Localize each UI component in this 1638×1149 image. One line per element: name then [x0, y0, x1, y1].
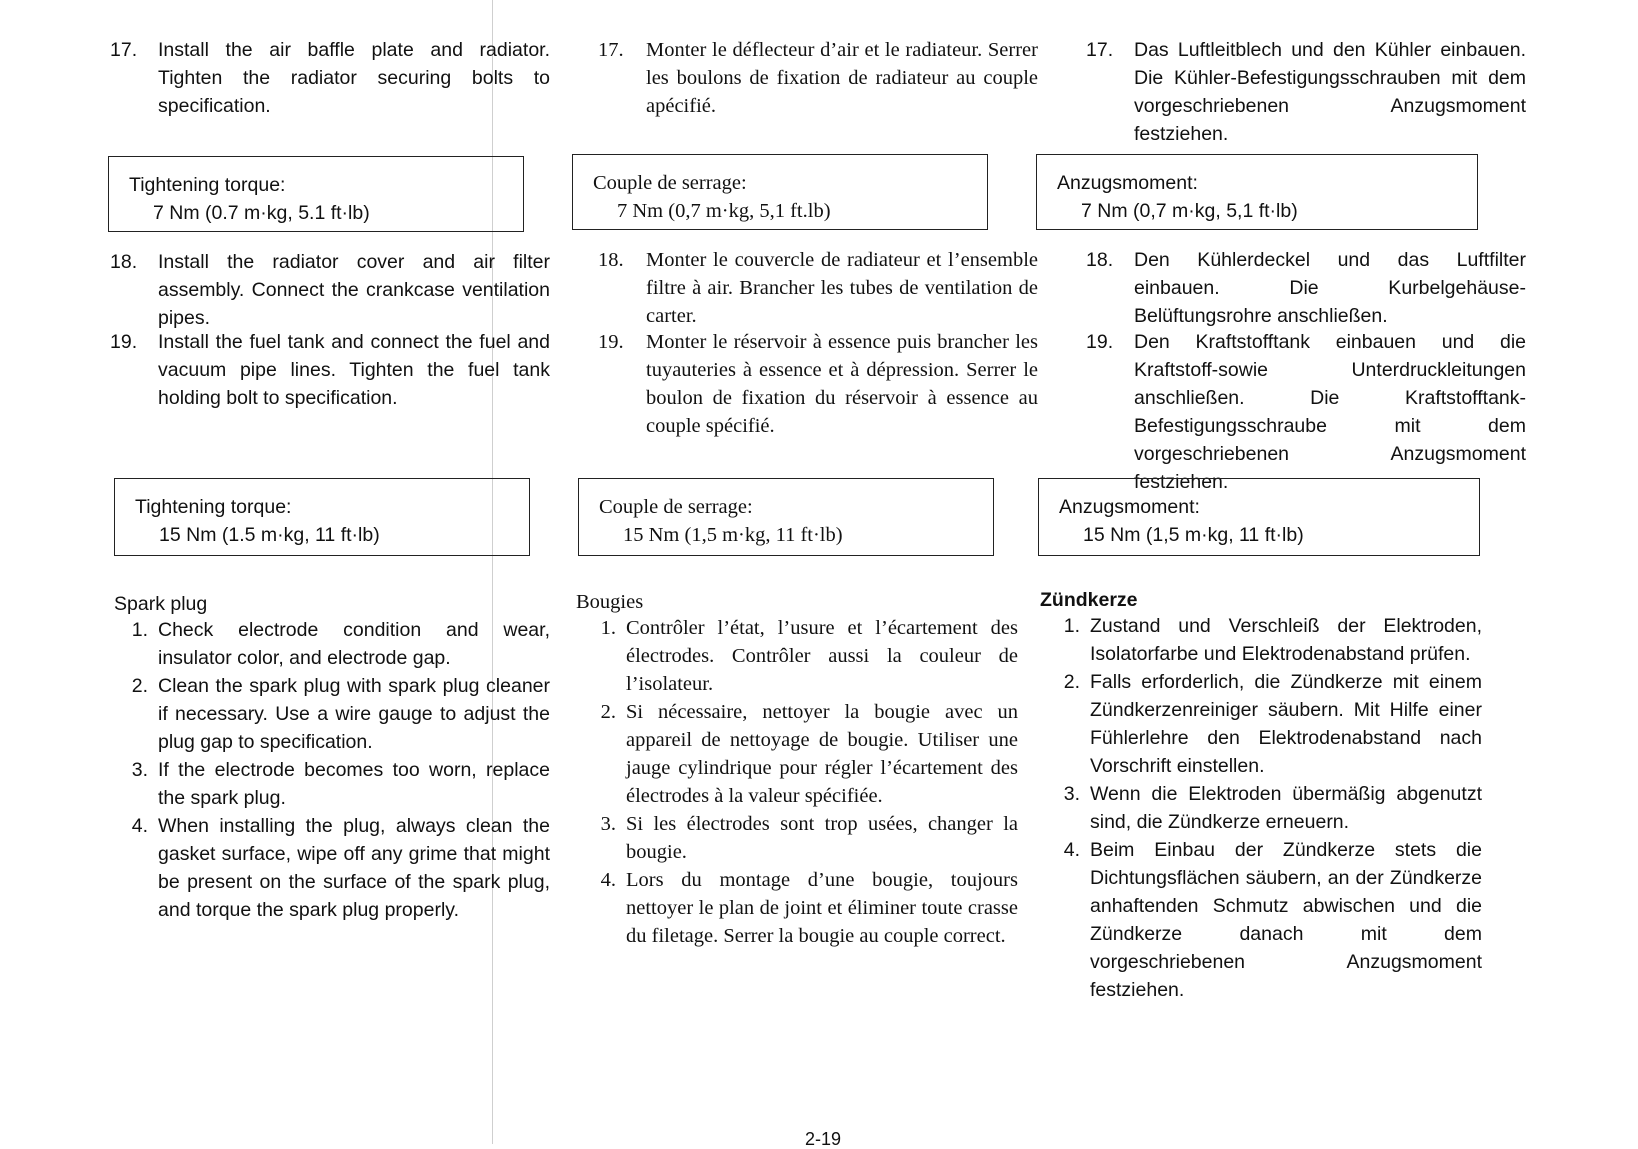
list-item [1042, 836, 1482, 1004]
torque-box [114, 478, 530, 556]
list-item [578, 866, 1018, 950]
step-text: Das Luftleitblech und den Kühler einbauen. Die Kühler-Befestigungsschrauben mit dem vorgeschriebenen Anzugsmoment festziehen. [1134, 39, 1526, 145]
item-text: Falls erforderlich, die Zündkerze mit einem Zündkerzenreiniger säubern. Mit Hilfe einer Fühlerlehre den Elektrodenabstand nach Vorschrift einstellen. [1090, 671, 1482, 777]
spark-plug-list [578, 614, 1018, 950]
item-text: Wenn die Elektroden übermäßig abgenutzt sind, die Zündkerze erneuern. [1090, 783, 1482, 833]
step-number: 18. [1086, 249, 1114, 271]
item-text: If the electrode becomes too worn, replace the spark plug. [158, 759, 550, 809]
list-item [110, 812, 550, 924]
item-number: 2. [600, 701, 616, 723]
item-text: Beim Einbau der Zündkerze stets die Dichtungsflächen säubern, an der Zündkerze anhaftenden Schmutz abwischen und die Zündkerze danach mit dem vorgeschriebenen Anzugsmoment festziehen. [1090, 839, 1482, 1001]
step-18 [110, 248, 550, 332]
torque-label: Couple de serrage: [593, 172, 747, 194]
torque-label: Couple de serrage: [599, 496, 753, 518]
section-heading: Spark plug [114, 593, 208, 615]
item-number: 4. [1063, 839, 1080, 861]
torque-value: 15 Nm (1,5 m·kg, 11 ft·lb) [1083, 524, 1304, 546]
list-item [578, 698, 1018, 810]
list-item [578, 810, 1018, 866]
step-text: Monter le couvercle de radiateur et l’ensemble filtre à air. Brancher les tubes de ventilation de carter. [646, 249, 1038, 327]
item-number: 4. [600, 869, 616, 891]
step-number: 19. [110, 331, 138, 353]
item-number: 4. [131, 815, 148, 837]
step-18 [598, 246, 1038, 330]
step-text: Monter le déflecteur d’air et le radiateur. Serrer les boulons de fixation de radiateur au couple apécifié. [646, 39, 1038, 117]
list-item [578, 614, 1018, 698]
item-number: 3. [131, 759, 148, 781]
list-item [1042, 668, 1482, 780]
step-number: 17. [1086, 39, 1114, 61]
step-17 [1086, 36, 1526, 148]
item-number: 3. [1063, 783, 1080, 805]
torque-label: Tightening torque: [135, 496, 292, 518]
step-text: Monter le réservoir à essence puis brancher les tuyauteries à essence et à dépression. Serrer le boulon de fixation du réservoir à essence au couple spécifié. [646, 331, 1038, 437]
list-item [1042, 612, 1482, 668]
torque-box [1038, 478, 1480, 556]
torque-box [1036, 154, 1478, 230]
torque-value: 7 Nm (0,7 m·kg, 5,1 ft·lb) [1081, 200, 1298, 222]
section-heading: Bougies [576, 591, 644, 613]
torque-value: 15 Nm (1,5 m·kg, 11 ft·lb) [623, 524, 843, 546]
spark-plug-list [1042, 612, 1482, 1004]
step-number: 19. [598, 331, 624, 353]
item-text: Clean the spark plug with spark plug cleaner if necessary. Use a wire gauge to adjust the plug gap to specification. [158, 675, 550, 753]
torque-box [108, 156, 524, 232]
item-text: Si nécessaire, nettoyer la bougie avec un appareil de nettoyage de bougie. Utiliser une jauge cylindrique pour régler l’écartement des électrodes à la valeur spécifiée. [626, 701, 1018, 807]
item-text: Si les électrodes sont trop usées, changer la bougie. [626, 813, 1018, 863]
step-number: 17. [598, 39, 624, 61]
torque-value: 7 Nm (0,7 m·kg, 5,1 ft.lb) [617, 200, 831, 222]
item-number: 3. [600, 813, 616, 835]
list-item [110, 616, 550, 672]
torque-value: 7 Nm (0.7 m·kg, 5.1 ft·lb) [153, 202, 370, 224]
step-number: 17. [110, 39, 138, 61]
torque-label: Anzugsmoment: [1059, 496, 1200, 518]
step-number: 19. [1086, 331, 1114, 353]
list-item [1042, 780, 1482, 836]
torque-box [572, 154, 988, 230]
step-17 [110, 36, 550, 120]
step-18 [1086, 246, 1526, 330]
item-number: 1. [600, 617, 616, 639]
item-number: 1. [1063, 615, 1080, 637]
step-17 [598, 36, 1038, 120]
item-number: 2. [1063, 671, 1080, 693]
step-19 [1086, 328, 1526, 496]
step-19 [598, 328, 1038, 440]
step-19 [110, 328, 550, 412]
item-number: 1. [131, 619, 148, 641]
torque-box [578, 478, 994, 556]
torque-value: 15 Nm (1.5 m·kg, 11 ft·lb) [159, 524, 380, 546]
step-text: Den Kühlerdeckel und das Luftfilter einbauen. Die Kurbelgehäuse-Belüftungsrohre anschließen. [1134, 249, 1526, 327]
step-text: Den Kraftstofftank einbauen und die Kraftstoff-sowie Unterdruckleitungen anschließen. Die Kraftstofftank-Befestigungsschraube mit dem vorgeschriebenen Anzugsmoment festziehen. [1134, 331, 1526, 493]
step-number: 18. [110, 251, 138, 273]
step-text: Install the air baffle plate and radiator. Tighten the radiator securing bolts to specification. [158, 39, 550, 117]
item-text: Zustand und Verschleiß der Elektroden, Isolatorfarbe und Elektrodenabstand prüfen. [1090, 615, 1482, 665]
item-text: When installing the plug, always clean the gasket surface, wipe off any grime that might be present on the surface of the spark plug, and torque the spark plug properly. [158, 815, 550, 921]
step-number: 18. [598, 249, 624, 271]
item-text: Lors du montage d’une bougie, toujours nettoyer le plan de joint et éliminer toute crasse du filetage. Serrer la bougie au couple correct. [626, 869, 1018, 947]
torque-label: Anzugsmoment: [1057, 172, 1198, 194]
item-text: Check electrode condition and wear, insulator color, and electrode gap. [158, 619, 550, 669]
step-text: Install the radiator cover and air filter assembly. Connect the crankcase ventilation pipes. [158, 251, 550, 329]
page-number: 2-19 [805, 1129, 842, 1149]
spark-plug-list [110, 616, 550, 924]
item-text: Contrôler l’état, l’usure et l’écartement des électrodes. Contrôler aussi la couleur de l’isolateur. [626, 617, 1018, 695]
list-item [110, 756, 550, 812]
step-text: Install the fuel tank and connect the fuel and vacuum pipe lines. Tighten the fuel tank holding bolt to specification. [158, 331, 550, 409]
item-number: 2. [131, 675, 148, 697]
torque-label: Tightening torque: [129, 174, 286, 196]
list-item [110, 672, 550, 756]
section-heading: Zündkerze [1040, 589, 1138, 611]
